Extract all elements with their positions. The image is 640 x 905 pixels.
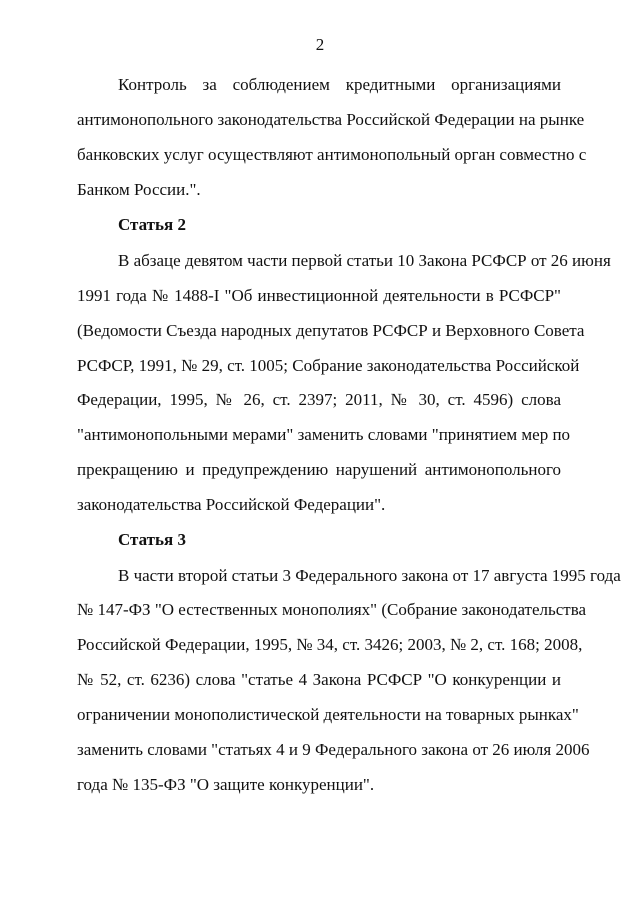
paragraph-line: В абзаце девятом части первой статьи 10 Закона РСФСР от 26 июня [118,251,611,270]
paragraph-line: № 147-ФЗ "О естественных монополиях" (Собрание законодательства [77,600,587,619]
paragraph-line: заменить словами "статьях 4 и 9 Федерального закона от 26 июля 2006 [77,740,590,759]
paragraph-line: Федерации, 1995, № 26, ст. 2397; 2011, № 30, ст. 4596) слова [77,390,561,409]
paragraph-line: законодательства Российской Федерации". [77,495,386,514]
paragraph-line: года № 135-ФЗ "О защите конкуренции". [77,775,375,794]
paragraph-line: (Ведомости Съезда народных депутатов РСФСР и Верховного Совета [77,321,585,340]
paragraph-line: антимонопольного законодательства Российской Федерации на рынке [77,110,585,129]
page-number: 2 [315,35,325,54]
paragraph-line: РСФСР, 1991, № 29, ст. 1005; Собрание законодательства Российской [77,356,580,375]
paragraph-line: В части второй статьи 3 Федерального закона от 17 августа 1995 года [118,566,621,585]
paragraph-line: прекращению и предупреждению нарушений антимонопольного [77,460,561,479]
paragraph-line: № 52, ст. 6236) слова "статье 4 Закона РСФСР "О конкуренции и [77,670,561,689]
paragraph-line: Российской Федерации, 1995, № 34, ст. 3426; 2003, № 2, ст. 168; 2008, [77,635,583,654]
paragraph-line: Контроль за соблюдением кредитными организациями [118,75,561,94]
paragraph-line: 1991 года № 1488-I "Об инвестиционной деятельности в РСФСР" [77,286,561,305]
paragraph-line: банковских услуг осуществляют антимонопольный орган совместно с [77,145,587,164]
paragraph-line: "антимонопольными мерами" заменить словами "принятием мер по [77,425,571,444]
article-2-heading: Статья 2 [118,215,186,234]
article-3-heading: Статья 3 [118,530,186,549]
paragraph-line: Банком России.". [77,180,201,199]
paragraph-line: ограничении монополистической деятельности на товарных рынках" [77,705,579,724]
